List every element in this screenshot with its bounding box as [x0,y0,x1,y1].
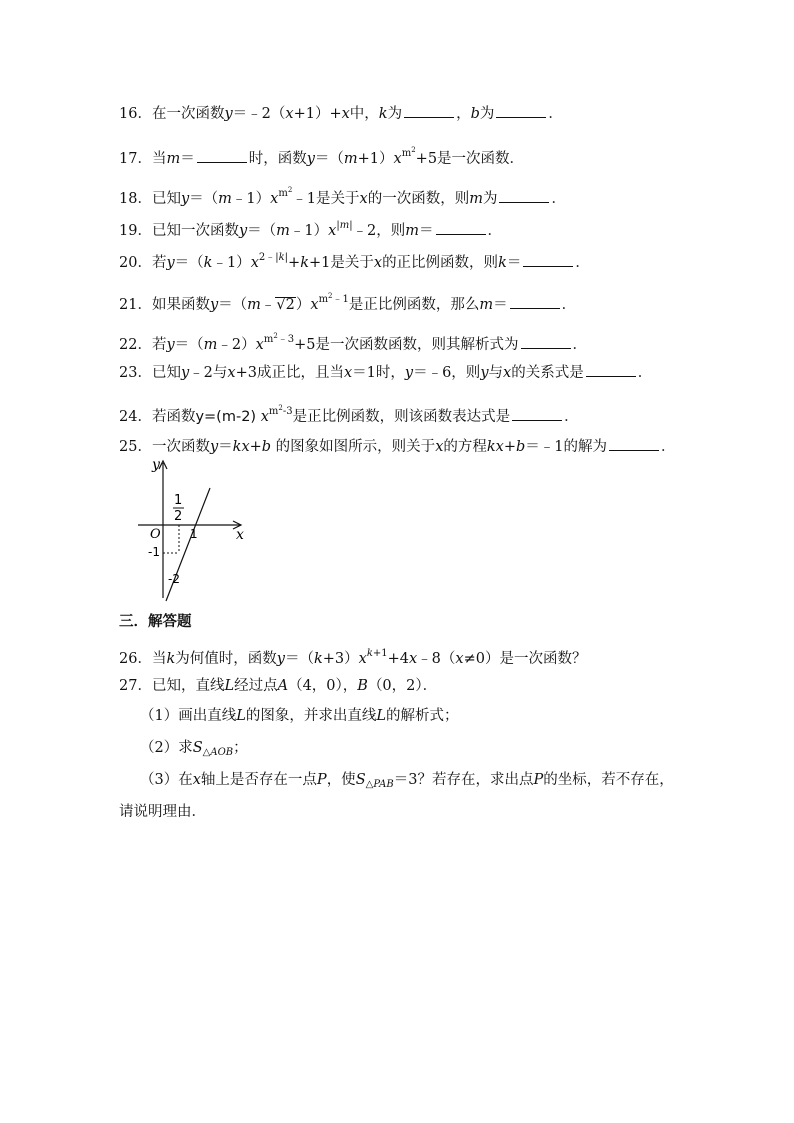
question-number: 20． [119,255,152,271]
answer-blank[interactable] [521,334,571,349]
question-number: 16． [119,106,152,122]
question-19: 19．已知一次函数$y=(m﹣1)x^{|m|}﹣2$，则m＝ ． [119,220,503,239]
question-21: 21．如果函数$y=(m﹣√2)x^{m^2﹣1}$是正比例函数，那么m＝ ． [119,292,577,313]
answer-blank[interactable] [512,406,562,421]
answer-blank[interactable] [436,220,486,235]
question-18: 18．已知$y=(m﹣1)x^{m^2}﹣1$是关于x的一次函数，则m为 ． [119,186,566,207]
question-20: 20．若$y=(k﹣1)x^{2﹣|k|}+k+1$是关于x的正比例函数，则k＝ ． [119,252,590,271]
question-number: 19． [119,223,152,239]
question-number: 21． [119,297,152,313]
question-27-part-2: （2）求$S_{\triangle AOB}$； [140,740,248,758]
question-17: 17．当m＝ 时，函数$y=(m+1)x^{m^2}+5$是一次函数． [119,146,525,167]
question-number: 23． [119,365,152,381]
answer-blank[interactable] [609,436,659,451]
question-26: 26．当k为何值时，函数$y=(k+3)x^{k+1}+4x﹣8(x\ne 0)$是一次函数？ [119,648,587,667]
question-16: 16．在一次函数y＝﹣2（x+1）+x中，k为 ，b为 ． [119,103,563,124]
fraction-denominator: 2 [174,509,183,524]
answer-blank[interactable] [586,362,636,377]
question-24: 24．若函数y=(m-2) $x^{m^2-3}$是正比例函数，则该函数表达式是 ． [119,404,579,425]
x-one-label: 1 [190,527,198,541]
origin-label: O [150,527,161,542]
question-22: 22．若$y=(m﹣2)x^{m^2﹣3}+5$是一次函数函数，则其解析式为 ． [119,332,588,353]
linear-function-graph [133,455,263,605]
question-23: 23．已知y﹣2与x+3成正比，且当x＝1时，y＝﹣6，则y与x的关系式是 ． [119,362,652,383]
question-number: 25． [119,439,152,455]
section-title: 三．解答题 [119,614,192,630]
question-27: 27．已知，直线L经过点A（4，0），B（0，2）． [119,678,438,694]
fraction-numerator: 1 [174,493,183,508]
answer-blank[interactable] [404,103,454,118]
question-27-part-1: （1）画出直线L的图象，并求出直线L的解析式； [140,708,459,724]
answer-blank[interactable] [499,188,549,203]
question-27-part-3: （3）在x轴上是否存在一点P，使$S_{\triangle PAB}=3$？若存在，求出点P的坐标，若不存在， [140,772,674,790]
question-number: 17． [119,151,152,167]
neg-two-label: -2 [168,572,180,586]
answer-blank[interactable] [523,252,573,267]
answer-blank[interactable] [496,103,546,118]
question-number: 22． [119,337,152,353]
neg-one-label: -1 [148,545,160,559]
question-number: 24． [119,409,152,425]
question-number: 27． [119,678,152,694]
y-axis-label: y [152,457,160,473]
answer-blank[interactable] [197,148,247,163]
question-27-part-3-cont: 请说明理由． [119,804,206,820]
question-number: 26． [119,651,152,667]
question-number: 18． [119,191,152,207]
x-axis-label: x [236,527,244,543]
question-25: 25．一次函数y＝kx+b 的图象如图所示，则关于x的方程kx+b＝﹣1的解为 ． [119,436,676,457]
answer-blank[interactable] [510,294,560,309]
